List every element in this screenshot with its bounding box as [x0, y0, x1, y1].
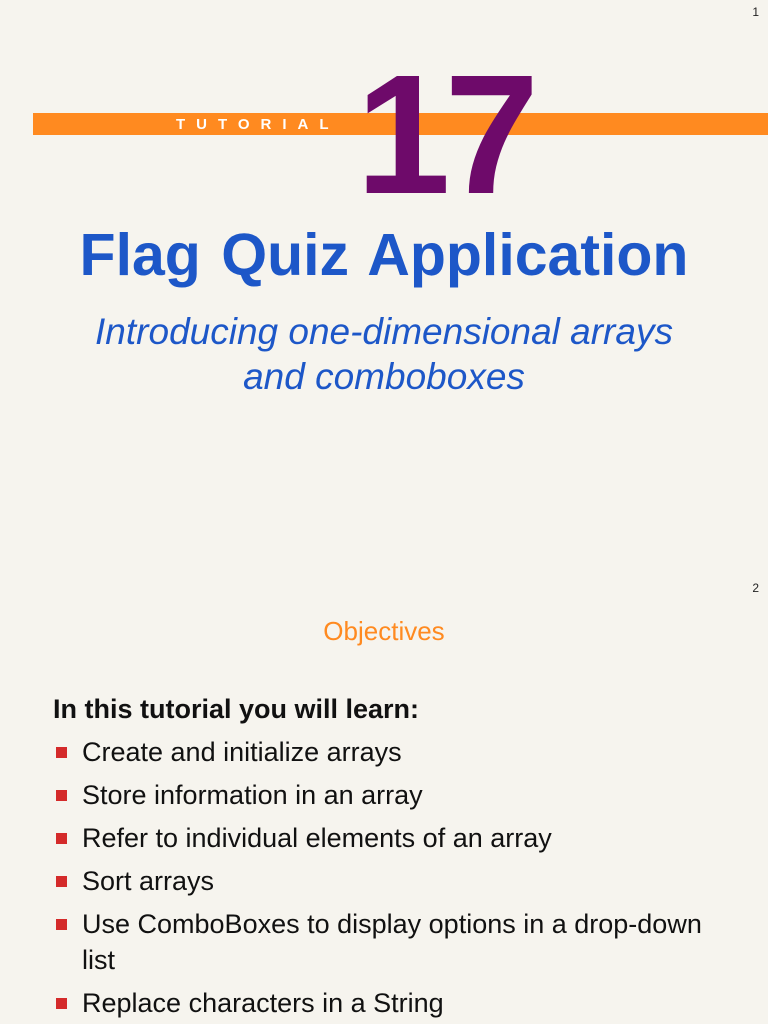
list-item: [56, 906, 736, 978]
list-item-text: Sort arrays: [82, 866, 215, 896]
list-item: [56, 985, 736, 1021]
bullet-square-icon: [56, 747, 67, 758]
slide-subtitle: [0, 309, 768, 399]
bullet-square-icon: [56, 919, 67, 930]
bullet-square-icon: [56, 833, 67, 844]
list-item: [56, 734, 736, 770]
list-item: [56, 863, 736, 899]
list-item-text: Refer to individual elements of an array: [82, 823, 552, 853]
objectives-heading: Objectives: [323, 616, 445, 646]
list-item-text: Replace characters in a String: [82, 988, 444, 1018]
tutorial-label: TUTORIAL: [176, 116, 340, 133]
list-item-text: Store information in an array: [82, 780, 423, 810]
objectives-list: [56, 734, 736, 1024]
list-item: [56, 820, 736, 856]
list-item: [56, 777, 736, 813]
list-item-text: Create and initialize arrays: [82, 737, 402, 767]
page-number: 1: [752, 5, 759, 19]
list-item-text: Use ComboBoxes to display options in a drop-down list: [82, 909, 702, 975]
slide-2: [0, 576, 768, 1024]
subtitle-line-1: Introducing one-dimensional arrays: [95, 311, 673, 352]
bullet-square-icon: [56, 876, 67, 887]
page-number: 2: [752, 581, 759, 595]
bullet-square-icon: [56, 790, 67, 801]
bullet-square-icon: [56, 998, 67, 1009]
slide-title: Flag Quiz Application: [79, 222, 689, 288]
tutorial-number: 17: [356, 40, 534, 230]
objectives-intro: In this tutorial you will learn:: [53, 694, 420, 724]
subtitle-line-2: and comboboxes: [243, 356, 525, 397]
